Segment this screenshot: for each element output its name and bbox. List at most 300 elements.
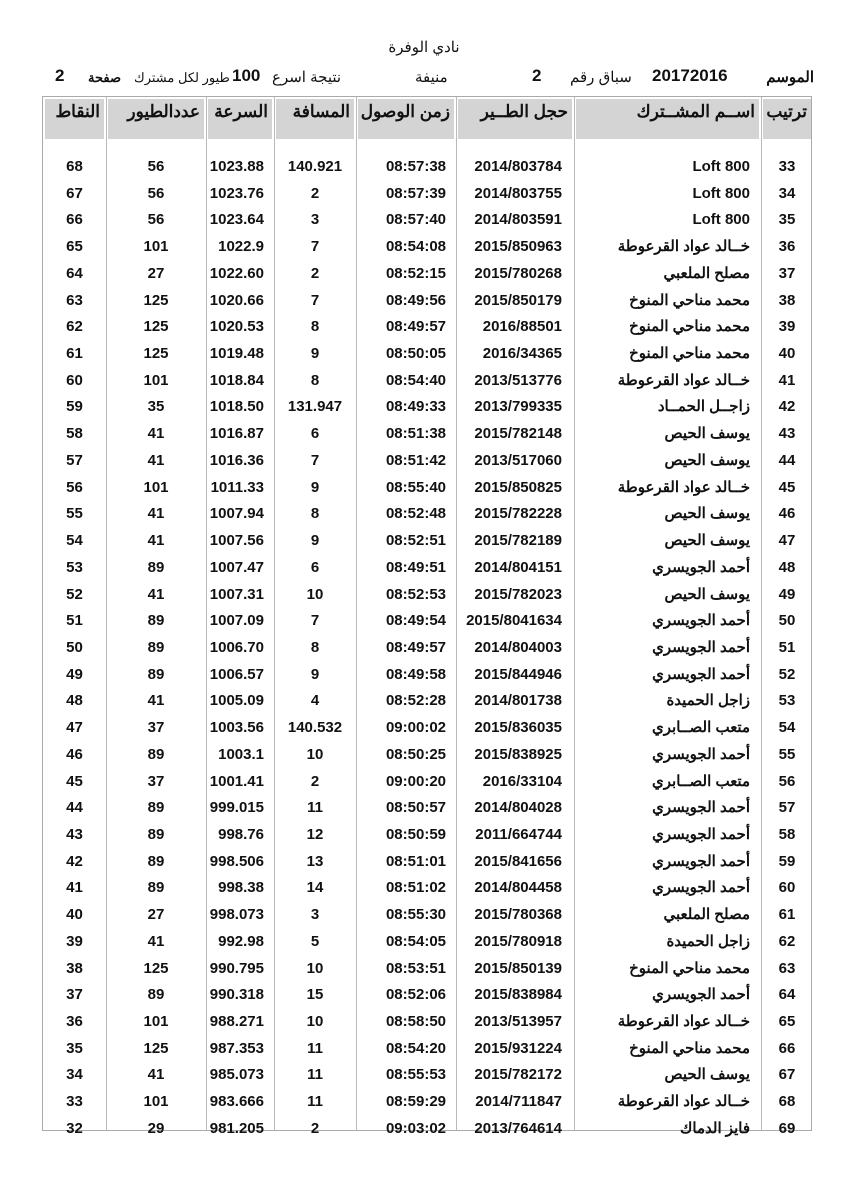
cell-birds: 89 [147, 799, 165, 817]
cell-name: خــالد عواد القرعوطة [617, 371, 750, 389]
cell-ring: 2015/782228 [474, 505, 562, 523]
cell-ring: 2016/34365 [482, 345, 562, 363]
cell-rank: 56 [778, 772, 796, 790]
cell-name: يوسف الحيص [664, 451, 750, 469]
cell-speed: 1001.41 [209, 772, 264, 790]
cell-distance: 7 [310, 238, 320, 256]
cell-name: Loft 800 [692, 211, 750, 229]
cell-rank: 60 [778, 879, 796, 897]
cell-points: 35 [66, 1039, 83, 1057]
cell-speed: 1006.57 [209, 665, 264, 683]
cell-time: 08:59:29 [385, 1093, 446, 1111]
cell-birds: 101 [143, 238, 169, 256]
cell-birds: 89 [147, 852, 165, 870]
cell-points: 46 [66, 745, 83, 763]
cell-distance: 3 [310, 211, 320, 229]
cell-ring: 2013/799335 [474, 398, 562, 416]
cell-birds: 29 [147, 1119, 165, 1137]
cell-distance: 2 [310, 1119, 320, 1137]
cell-ring: 2014/804003 [474, 638, 562, 656]
cell-rank: 47 [778, 532, 796, 550]
cell-name: محمد مناحي المنوخ [629, 345, 750, 363]
cell-speed: 1018.50 [209, 398, 264, 416]
header-birds: عددالطيور [108, 99, 204, 139]
cell-birds: 89 [147, 638, 165, 656]
cell-birds: 89 [147, 986, 165, 1004]
cell-name: أحمد الجويسري [652, 745, 750, 763]
cell-ring: 2015/782023 [474, 585, 562, 603]
table-row [43, 475, 813, 501]
cell-time: 08:54:08 [385, 238, 446, 256]
cell-time: 09:00:20 [385, 772, 446, 790]
cell-birds: 41 [147, 585, 165, 603]
cell-ring: 2015/850825 [474, 478, 562, 496]
cell-points: 66 [66, 211, 83, 229]
table-row [43, 608, 813, 634]
cell-rank: 54 [778, 719, 796, 737]
cell-time: 08:50:57 [385, 799, 446, 817]
cell-distance: 131.947 [287, 398, 343, 416]
table-row [43, 902, 813, 928]
cell-ring: 2015/838984 [474, 986, 562, 1004]
cell-time: 08:52:28 [385, 692, 446, 710]
cell-points: 52 [66, 585, 83, 603]
cell-rank: 36 [778, 238, 796, 256]
cell-points: 40 [66, 906, 83, 924]
cell-name: يوسف الحيص [664, 585, 750, 603]
cell-time: 08:50:05 [385, 345, 446, 363]
table-row [43, 582, 813, 608]
cell-points: 48 [66, 692, 83, 710]
cell-time: 08:57:40 [385, 211, 446, 229]
cell-speed: 990.318 [209, 986, 264, 1004]
cell-name: يوسف الحيص [664, 425, 750, 443]
cell-name: Loft 800 [692, 184, 750, 202]
table-row [43, 181, 813, 207]
cell-name: أحمد الجويسري [652, 826, 750, 843]
cell-birds: 41 [147, 532, 165, 550]
cell-points: 68 [66, 158, 83, 175]
cell-time: 08:52:48 [385, 505, 446, 523]
cell-name: متعب الصــابري [652, 772, 750, 790]
cell-rank: 65 [778, 1013, 796, 1031]
cell-ring: 2014/804458 [474, 879, 562, 897]
cell-speed: 1016.87 [209, 425, 264, 443]
location: منيفة [415, 69, 448, 86]
cell-birds: 89 [147, 879, 165, 897]
cell-speed: 1020.66 [209, 291, 264, 309]
cell-birds: 89 [147, 612, 165, 630]
table-row [43, 1009, 813, 1035]
cell-name: أحمد الجويسري [652, 852, 750, 870]
cell-rank: 38 [778, 291, 796, 309]
cell-distance: 6 [310, 558, 320, 576]
cell-ring: 2015/782148 [474, 425, 562, 443]
cell-rank: 43 [778, 425, 796, 443]
cell-distance: 8 [310, 371, 320, 389]
cell-ring: 2015/836035 [474, 719, 562, 737]
cell-name: يوسف الحيص [664, 1066, 750, 1084]
cell-birds: 125 [143, 318, 169, 336]
cell-rank: 34 [778, 184, 796, 202]
cell-distance: 6 [310, 425, 320, 443]
table-row [43, 929, 813, 955]
table-row [43, 875, 813, 901]
table-row [43, 662, 813, 688]
cell-points: 58 [66, 425, 83, 443]
table-row [43, 207, 813, 233]
cell-birds: 89 [147, 826, 165, 843]
cell-speed: 1023.76 [209, 184, 264, 202]
cell-distance: 14 [306, 879, 324, 897]
cell-birds: 56 [147, 211, 165, 229]
cell-birds: 37 [147, 719, 165, 737]
cell-time: 08:52:06 [385, 986, 446, 1004]
cell-points: 39 [66, 932, 83, 950]
cell-distance: 11 [307, 799, 323, 817]
cell-points: 37 [66, 986, 83, 1004]
cell-rank: 58 [778, 826, 796, 843]
table-row [43, 234, 813, 260]
cell-time: 09:00:02 [385, 719, 446, 737]
cell-points: 57 [66, 451, 83, 469]
cell-rank: 49 [778, 585, 796, 603]
cell-ring: 2015/782172 [474, 1066, 562, 1084]
cell-distance: 8 [310, 638, 320, 656]
cell-ring: 2015/780368 [474, 906, 562, 924]
cell-speed: 981.205 [209, 1119, 264, 1137]
cell-ring: 2015/850963 [474, 238, 562, 256]
cell-birds: 89 [147, 665, 165, 683]
cell-points: 64 [66, 264, 83, 282]
cell-rank: 48 [778, 558, 796, 576]
cell-name: يوسف الحيص [664, 505, 750, 523]
cell-speed: 1007.47 [209, 558, 264, 576]
cell-ring: 2014/803591 [474, 211, 562, 229]
cell-distance: 10 [306, 745, 324, 763]
table-row [43, 288, 813, 314]
cell-speed: 988.271 [209, 1013, 264, 1031]
cell-distance: 8 [310, 505, 320, 523]
cell-ring: 2015/850139 [474, 959, 562, 977]
cell-name: فايز الدماك [680, 1119, 750, 1137]
cell-distance: 9 [310, 665, 320, 683]
cell-speed: 1005.09 [209, 692, 264, 710]
cell-points: 42 [66, 852, 83, 870]
cell-distance: 7 [310, 291, 320, 309]
cell-distance: 11 [307, 1066, 323, 1084]
cell-time: 08:51:42 [385, 451, 446, 469]
cell-points: 33 [66, 1093, 83, 1111]
table-row [43, 261, 813, 287]
cell-points: 65 [66, 238, 83, 256]
cell-name: محمد مناحي المنوخ [629, 959, 750, 977]
cell-ring: 2014/804151 [474, 558, 562, 576]
cell-rank: 57 [778, 799, 796, 817]
table-row [43, 688, 813, 714]
cell-rank: 67 [778, 1066, 796, 1084]
cell-points: 49 [66, 665, 83, 683]
cell-birds: 89 [147, 745, 165, 763]
cell-ring: 2013/513957 [474, 1013, 562, 1031]
cell-speed: 1022.60 [209, 264, 264, 282]
cell-distance: 7 [310, 612, 320, 630]
cell-birds: 101 [143, 1093, 169, 1111]
cell-ring: 2014/711847 [475, 1093, 562, 1111]
cell-time: 08:55:30 [385, 906, 446, 924]
cell-ring: 2013/513776 [474, 371, 562, 389]
cell-rank: 62 [778, 932, 796, 950]
result-value: 100 [232, 66, 261, 85]
cell-name: أحمد الجويسري [652, 665, 750, 683]
cell-time: 08:52:53 [385, 585, 446, 603]
cell-birds: 101 [143, 371, 169, 389]
table-row [43, 368, 813, 394]
cell-speed: 983.666 [209, 1093, 264, 1111]
cell-rank: 53 [778, 692, 796, 710]
cell-distance: 8 [310, 318, 320, 336]
cell-distance: 3 [310, 906, 320, 924]
cell-speed: 1016.36 [209, 451, 264, 469]
table-row [43, 769, 813, 795]
cell-time: 08:49:56 [385, 291, 446, 309]
cell-distance: 10 [306, 959, 324, 977]
cell-distance: 11 [307, 1093, 323, 1111]
cell-rank: 64 [778, 986, 796, 1004]
table-row [43, 715, 813, 741]
cell-speed: 1020.53 [209, 318, 264, 336]
cell-time: 08:50:25 [385, 745, 446, 763]
cell-time: 08:49:57 [385, 318, 446, 336]
cell-ring: 2014/803755 [474, 184, 562, 202]
cell-points: 53 [66, 558, 83, 576]
cell-speed: 999.015 [209, 799, 264, 817]
cell-name: محمد مناحي المنوخ [629, 318, 750, 336]
cell-name: خــالد عواد القرعوطة [617, 478, 750, 496]
cell-ring: 2015/841656 [474, 852, 562, 870]
cell-name: أحمد الجويسري [652, 638, 750, 656]
table-row [43, 421, 813, 447]
cell-points: 62 [66, 318, 83, 336]
cell-ring: 2013/764614 [474, 1119, 562, 1137]
cell-points: 36 [66, 1013, 83, 1031]
cell-time: 08:51:38 [385, 425, 446, 443]
table-row [43, 982, 813, 1008]
table-row [43, 154, 813, 180]
cell-time: 08:50:59 [385, 826, 446, 843]
cell-birds: 125 [143, 291, 169, 309]
cell-speed: 985.073 [209, 1066, 264, 1084]
cell-speed: 998.38 [218, 879, 264, 897]
cell-distance: 11 [307, 1039, 323, 1057]
result-label: نتيجة اسرع [272, 69, 342, 86]
cell-ring: 2015/838925 [474, 745, 562, 763]
page-value: 2 [55, 66, 65, 85]
cell-points: 50 [66, 638, 83, 656]
cell-rank: 37 [778, 264, 796, 282]
cell-birds: 125 [143, 1039, 169, 1057]
cell-ring: 2016/33104 [482, 772, 562, 790]
cell-time: 08:54:20 [385, 1039, 446, 1057]
cell-ring: 2011/664744 [475, 826, 562, 843]
cell-rank: 33 [778, 158, 796, 175]
cell-name: أحمد الجويسري [652, 558, 750, 576]
cell-birds: 56 [147, 158, 165, 175]
season-value: 20172016 [652, 66, 728, 85]
race-label: سباق رقم [570, 69, 632, 86]
cell-birds: 41 [147, 451, 165, 469]
cell-points: 60 [66, 371, 83, 389]
cell-points: 67 [66, 184, 83, 202]
per-member-label: طيور لكل مشترك [134, 70, 230, 85]
cell-points: 63 [66, 291, 83, 309]
cell-distance: 9 [310, 345, 320, 363]
cell-name: يوسف الحيص [664, 532, 750, 550]
cell-distance: 5 [310, 932, 320, 950]
cell-time: 08:49:58 [385, 665, 446, 683]
cell-name: أحمد الجويسري [652, 986, 750, 1004]
cell-speed: 1022.9 [218, 238, 264, 256]
cell-time: 08:55:40 [385, 478, 446, 496]
cell-distance: 2 [310, 264, 320, 282]
cell-points: 55 [66, 505, 83, 523]
cell-rank: 44 [778, 451, 796, 469]
cell-name: مصلح الملعبي [663, 264, 750, 282]
table-row [43, 849, 813, 875]
cell-distance: 140.532 [287, 719, 343, 737]
table-row [43, 448, 813, 474]
cell-rank: 45 [778, 478, 796, 496]
cell-birds: 37 [147, 772, 165, 790]
cell-ring: 2014/803784 [474, 158, 562, 175]
cell-speed: 1007.31 [209, 585, 264, 603]
cell-points: 51 [66, 612, 83, 630]
cell-speed: 1003.56 [209, 719, 264, 737]
cell-distance: 10 [306, 585, 324, 603]
table-row [43, 528, 813, 554]
table-row [43, 501, 813, 527]
table-row [43, 956, 813, 982]
cell-ring: 2015/780918 [474, 932, 562, 950]
cell-time: 08:57:39 [385, 184, 446, 202]
cell-birds: 41 [147, 692, 165, 710]
page-label: صفحة [88, 70, 121, 85]
cell-distance: 15 [306, 986, 324, 1004]
cell-speed: 998.073 [209, 906, 264, 924]
header-speed: السرعة [208, 99, 272, 139]
cell-time: 08:52:15 [385, 264, 446, 282]
header-arrival-time: زمن الوصول [358, 99, 454, 139]
cell-rank: 59 [778, 852, 796, 870]
race-value: 2 [532, 66, 542, 85]
header-points: النقاط [45, 99, 104, 139]
cell-points: 59 [66, 398, 83, 416]
cell-rank: 35 [778, 211, 796, 229]
cell-time: 08:57:38 [385, 158, 446, 175]
cell-points: 47 [66, 719, 83, 737]
cell-rank: 52 [778, 665, 796, 683]
cell-rank: 41 [778, 371, 796, 389]
table-row [43, 1062, 813, 1088]
cell-points: 38 [66, 959, 83, 977]
cell-speed: 1011.33 [210, 478, 264, 496]
cell-time: 08:49:54 [385, 612, 446, 630]
cell-name: خــالد عواد القرعوطة [617, 1013, 750, 1031]
cell-distance: 2 [310, 772, 320, 790]
cell-rank: 51 [778, 638, 796, 656]
cell-birds: 101 [143, 478, 169, 496]
cell-time: 08:52:51 [385, 532, 446, 550]
cell-distance: 140.921 [287, 158, 343, 175]
results-table [42, 96, 812, 1137]
cell-distance: 7 [310, 451, 320, 469]
table-row [43, 314, 813, 340]
cell-name: خــالد عواد القرعوطة [617, 1093, 750, 1111]
cell-ring: 2015/844946 [474, 665, 562, 683]
cell-distance: 12 [306, 826, 324, 843]
cell-time: 08:54:05 [385, 932, 446, 950]
cell-ring: 2014/804028 [474, 799, 562, 817]
cell-name: أحمد الجويسري [652, 612, 750, 630]
cell-speed: 1019.48 [209, 345, 264, 363]
cell-name: زاجل الحميدة [666, 932, 750, 950]
cell-name: أحمد الجويسري [652, 879, 750, 897]
cell-distance: 9 [310, 532, 320, 550]
cell-time: 08:49:33 [385, 398, 446, 416]
cell-rank: 68 [778, 1093, 796, 1111]
cell-points: 43 [66, 826, 83, 843]
cell-rank: 39 [778, 318, 796, 336]
cell-speed: 1007.56 [209, 532, 264, 550]
cell-speed: 987.353 [209, 1039, 264, 1057]
cell-speed: 1007.09 [209, 612, 264, 630]
cell-birds: 101 [143, 1013, 169, 1031]
cell-distance: 10 [306, 1013, 324, 1031]
cell-name: Loft 800 [692, 158, 750, 175]
cell-speed: 990.795 [209, 959, 264, 977]
cell-ring: 2015/782189 [474, 532, 562, 550]
cell-points: 45 [66, 772, 83, 790]
cell-speed: 998.506 [209, 852, 264, 870]
club-title: نادي الوفرة [388, 39, 460, 56]
table-row [43, 555, 813, 581]
cell-ring: 2015/8041634 [466, 612, 562, 630]
cell-name: مصلح الملعبي [663, 906, 750, 924]
cell-points: 61 [66, 345, 83, 363]
cell-rank: 66 [778, 1039, 796, 1057]
cell-rank: 50 [778, 612, 796, 630]
cell-birds: 41 [147, 932, 165, 950]
cell-name: أحمد الجويسري [652, 799, 750, 817]
table-row [43, 341, 813, 367]
table-row [43, 1036, 813, 1062]
cell-ring: 2016/88501 [482, 318, 562, 336]
cell-speed: 1023.64 [209, 211, 264, 229]
cell-points: 34 [66, 1066, 83, 1084]
header-member-name: اســم المشــترك [576, 99, 759, 139]
cell-time: 08:49:57 [385, 638, 446, 656]
cell-name: زاجل الحميدة [666, 692, 750, 710]
cell-ring: 2014/801738 [474, 692, 562, 710]
cell-distance: 13 [306, 852, 324, 870]
cell-points: 44 [66, 799, 83, 817]
cell-birds: 27 [147, 264, 165, 282]
season-label: الموسم [766, 69, 814, 86]
cell-speed: 1003.1 [218, 745, 264, 763]
cell-name: محمد مناحي المنوخ [629, 291, 750, 309]
table-row [43, 635, 813, 661]
cell-points: 32 [66, 1119, 83, 1137]
